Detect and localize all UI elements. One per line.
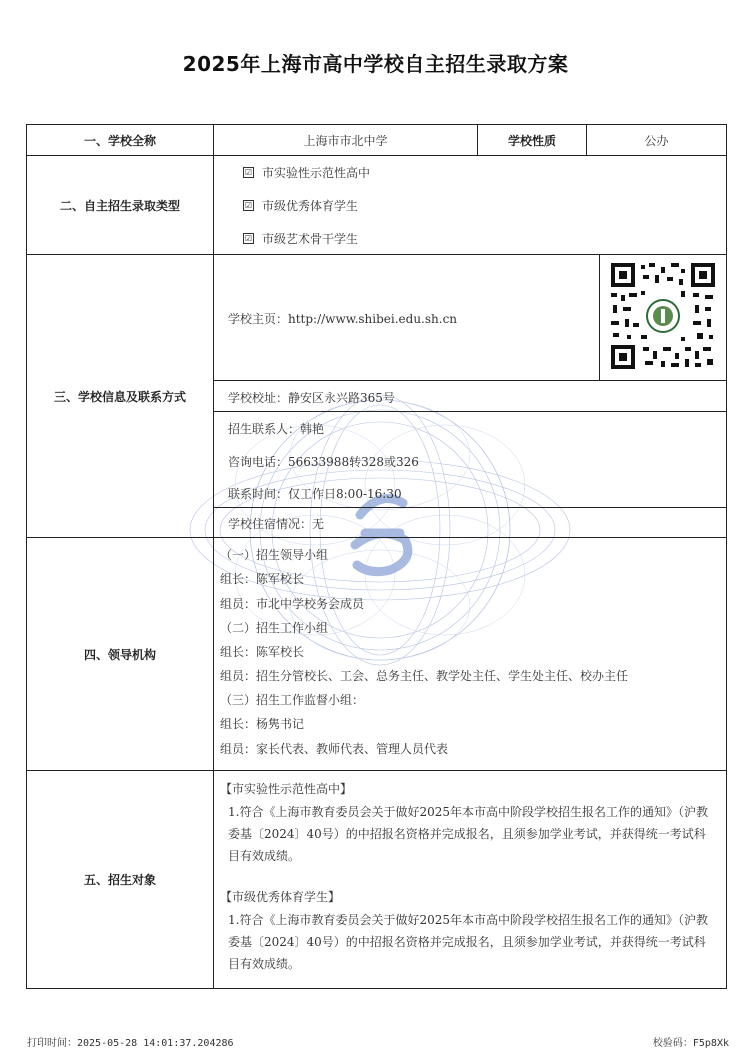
section-label-school-info: 三、学校信息及联系方式	[53, 389, 186, 404]
leadership-line: 组员：家长代表、教师代表、管理人员代表	[220, 742, 449, 756]
checkbox-checked-icon: ☑	[244, 201, 253, 210]
enrollment-block-text: 1.符合《上海市教育委员会关于做好2025年本市高中阶段学校招生报名工作的通知》（沪教委基〔2024〕40号）的中招报名资格并完成报名，且须参加学业考试，并获得统一考试科目有效成绩。	[228, 913, 708, 971]
leadership-line: （二）招生工作小组	[220, 621, 329, 635]
admission-type-label: 市实验性示范性高中	[262, 166, 371, 180]
qr-code-icon	[609, 261, 717, 371]
verify-code: 校验码：F5p8Xk	[652, 1038, 729, 1049]
section-label-leadership: 四、领导机构	[83, 647, 156, 662]
school-nature-value: 公办	[644, 133, 669, 148]
column-divider	[213, 124, 214, 989]
checkbox-checked-icon: ☑	[244, 234, 253, 243]
dormitory-info: 学校住宿情况：无	[228, 517, 325, 531]
leadership-line: 组长：杨隽书记	[220, 717, 305, 731]
admission-type-item	[243, 230, 358, 247]
leadership-line: 组长：陈军校长	[220, 645, 305, 659]
inner-divider	[599, 254, 600, 380]
leadership-line: 组员：招生分管校长、工会、总务主任、教学处主任、学生处主任、校办主任	[220, 669, 629, 683]
print-time: 打印时间：2025-05-28 14:01:37.204286	[27, 1038, 234, 1049]
admission-type-label: 市级优秀体育学生	[262, 199, 359, 213]
admission-type-item	[243, 197, 358, 214]
inner-divider	[213, 507, 727, 508]
enrollment-block-text: 1.符合《上海市教育委员会关于做好2025年本市高中阶段学校招生报名工作的通知》（沪教委基〔2024〕40号）的中招报名资格并完成报名，且须参加学业考试，并获得统一考试科目有效成绩。	[228, 805, 708, 863]
contact-person: 招生联系人：韩艳	[228, 422, 325, 436]
leadership-line: （三）招生工作监督小组：	[220, 693, 365, 707]
inner-divider	[213, 380, 727, 381]
page-title: 2025年上海市高中学校自主招生录取方案	[182, 52, 569, 76]
school-address: 学校校址：静安区永兴路365号	[228, 391, 395, 405]
section-label-school-name: 一、学校全称	[83, 133, 156, 148]
school-name: 上海市市北中学	[303, 133, 388, 148]
school-homepage: 学校主页：http://www.shibei.edu.sh.cn	[228, 312, 458, 326]
contact-phone: 咨询电话：56633988转328或326	[228, 455, 419, 469]
table-border-bottom	[26, 988, 727, 989]
leadership-line: 组员：市北中学校务会成员	[220, 597, 365, 611]
school-nature-label: 学校性质	[507, 133, 556, 148]
section-label-enrollment-target: 五、招生对象	[83, 873, 156, 887]
section-label-admission-types: 二、自主招生录取类型	[59, 198, 180, 213]
admission-type-item	[243, 164, 370, 181]
leadership-line: （一）招生领导小组	[220, 548, 329, 562]
contact-time: 联系时间：仅工作日8:00-16:30	[228, 487, 402, 501]
inner-divider	[213, 411, 727, 412]
admission-type-label: 市级艺术骨干学生	[262, 232, 359, 246]
enrollment-block-heading: 【市实验性示范性高中】	[220, 782, 353, 796]
checkbox-checked-icon: ☑	[244, 168, 253, 177]
enrollment-block-heading: 【市级优秀体育学生】	[220, 890, 341, 904]
leadership-line: 组长：陈军校长	[220, 572, 305, 586]
